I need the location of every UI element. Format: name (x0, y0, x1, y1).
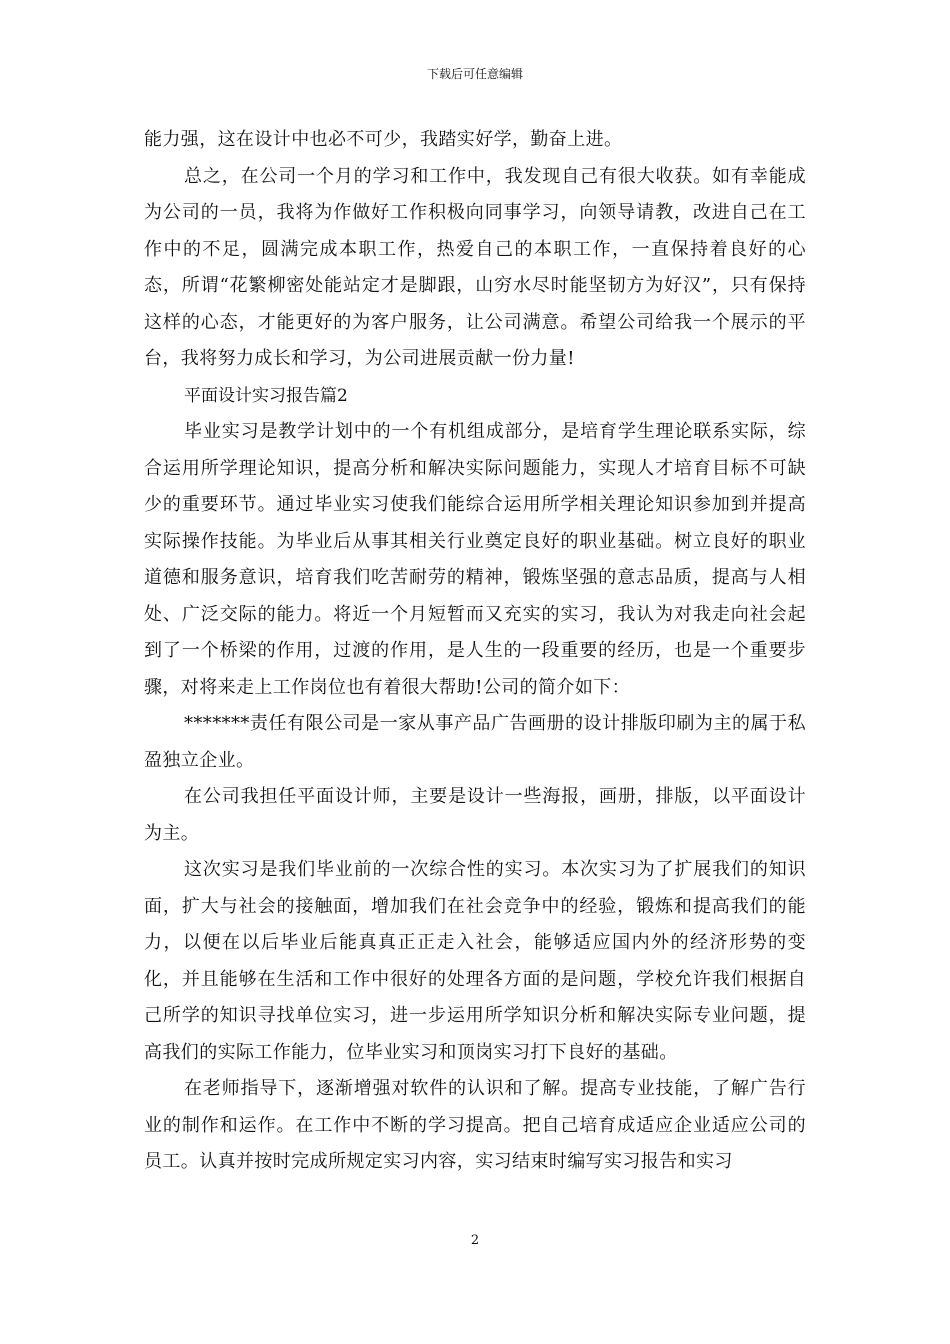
paragraph-role: 在公司我担任平面设计师，主要是设计一些海报，画册，排版，以平面设计为主。 (144, 786, 806, 844)
document-body (144, 122, 806, 1181)
paragraph-company-intro: *******责任有限公司是一家从事产品广告画册的设计排版印刷为主的属于私盈独立企业。 (144, 713, 806, 771)
paragraph-internship-intro: 毕业实习是教学计划中的一个有机组成部分，是培育学生理论联系实际，综合运用所学理论知识，提高分析和解决实际问题能力，实现人才培育目标不可缺少的重要环节。通过毕业实习使我们能综合运用所学相关理论知识参加到并提高实际操作技能。为毕业后从事其相关行业奠定良好的职业基础。树立良好的职业道德和服务意识，培育我们吃苦耐劳的精神，锻炼坚强的意志品质，提高与人相处、广泛交际的能力。将近一个月短暂而又充实的实习，我认为对我走向社会起到了一个桥梁的作用，过渡的作用，是人生的一段重要的经历，也是一个重要步骤，对将来走上工作岗位也有着很大帮助!公司的简介如下： (144, 421, 806, 698)
page-header-note: 下载后可任意编辑 (426, 67, 523, 81)
paragraph-purpose: 这次实习是我们毕业前的一次综合性的实习。本次实习为了扩展我们的知识面，扩大与社会的接触面，增加我们在社会竞争中的经验，锻炼和提高我们的能力，以便在以后毕业后能真真正正走入社会，能够适应国内外的经济形势的变化，并且能够在生活和工作中很好的处理各方面的是问题，学校允许我们根据自己所学的知识寻找单位实习，进一步运用所学知识分析和解决实际专业问题，提高我们的实际工作能力，位毕业实习和顶岗实习打下良好的基础。 (144, 859, 806, 1063)
paragraph-continuation: 能力强，这在设计中也必不可少，我踏实好学，勤奋上进。 (144, 129, 623, 150)
paragraph-guidance: 在老师指导下，逐渐增强对软件的认识和了解。提高专业技能，了解广告行业的制作和运作。在工作中不断的学习提高。把自己培育成适应企业适应公司的员工。认真并按时完成所规定实习内容，实习结束时编写实习报告和实习 (144, 1078, 806, 1172)
section-heading: 平面设计实习报告篇2 (184, 385, 348, 406)
paragraph-conclusion: 总之，在公司一个月的学习和工作中，我发现自己有很大收获。如有幸能成为公司的一员，我将为作做好工作积极向同事学习，向领导请教，改进自己在工作中的不足，圆满完成本职工作，热爱自己的本职工作，一直保持着良好的心态，所谓“花繁柳密处能站定才是脚跟，山穷水尽时能坚韧方为好汉”，只有保持这样的心态，才能更好的为客户服务，让公司满意。希望公司给我一个展示的平台，我将努力成长和学习，为公司进展贡献一份力量! (144, 165, 806, 369)
page-number: 2 (470, 1233, 480, 1248)
